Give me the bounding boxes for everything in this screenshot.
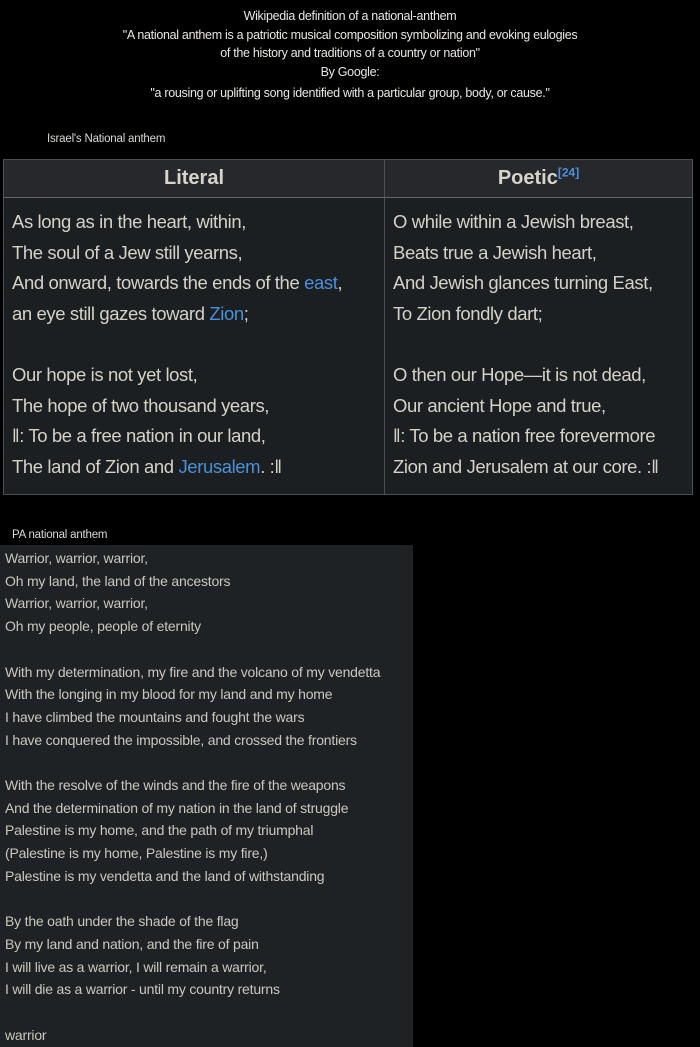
- stanza: [5, 910, 413, 1001]
- israel-anthem-label: Israel's National anthem: [47, 133, 166, 145]
- wikipedia-quote-line-1: "A national anthem is a patriotic musical composition symbolizing and evoking eulogies: [122, 27, 578, 42]
- lyric-line: I have climbed the mountains and fought the wars: [5, 708, 305, 725]
- lyric-line: And the determination of my nation in the land of struggle: [5, 799, 349, 816]
- lyric-text: And onward, towards the ends of the: [12, 272, 305, 293]
- lyric-line: Oh my people, people of eternity: [5, 618, 201, 635]
- reference-link-24[interactable]: [24]: [557, 165, 580, 180]
- lyric-line: [393, 207, 688, 238]
- lyric-line: By my land and nation, and the fire of pain: [5, 935, 259, 952]
- definition-title: Wikipedia definition of a national-anthem: [243, 9, 457, 23]
- table-header-row: [4, 160, 693, 198]
- lyric-line: warrior: [5, 1026, 47, 1043]
- lyric-line: [393, 421, 688, 452]
- lyric-line: [12, 299, 380, 330]
- wikipedia-quote-line-2: of the history and traditions of a country or nation": [220, 46, 480, 60]
- stanza: [12, 360, 380, 482]
- lyric-text: The hope of two thousand years,: [12, 394, 270, 416]
- lyric-text: ,: [337, 272, 343, 293]
- lyric-line: I will die as a warrior - until my country returns: [5, 981, 280, 998]
- stanza: [12, 207, 380, 329]
- stanza: [393, 360, 688, 482]
- stanza: [5, 661, 413, 752]
- google-quote: "a rousing or uplifting song identified with a particular group, body, or cause.": [150, 86, 550, 100]
- table-body-row: [4, 198, 693, 495]
- wiki-link[interactable]: east: [304, 272, 338, 293]
- lyric-text: Our ancient Hope and true,: [393, 394, 606, 416]
- column-header-literal: [4, 160, 385, 198]
- lyric-text: ‖: To be a nation free forevermore: [393, 425, 656, 446]
- lyric-text: an eye still gazes toward: [12, 302, 210, 324]
- lyric-line: Palestine is my vendetta and the land of withstanding: [5, 867, 325, 884]
- wikipedia-definition-block: [0, 7, 700, 103]
- lyric-line: [12, 238, 380, 269]
- lyric-line: [393, 238, 688, 269]
- lyric-line: [393, 360, 688, 391]
- column-header-poetic: [385, 160, 693, 198]
- lyric-text: The land of Zion and: [12, 455, 179, 477]
- lyric-line: [12, 391, 380, 422]
- lyric-text: Zion and Jerusalem at our core. :‖: [393, 455, 659, 477]
- anthem-comparison-table: [3, 159, 693, 495]
- lyric-line: [12, 421, 380, 452]
- lyric-line: [393, 268, 688, 299]
- lyric-text: As long as in the heart, within,: [12, 211, 247, 232]
- lyric-line: With my determination, my fire and the volcano of my vendetta: [5, 663, 381, 680]
- lyric-text: . :‖: [260, 455, 282, 477]
- pa-anthem-lyrics-panel: [0, 545, 413, 1047]
- wiki-link[interactable]: Jerusalem: [178, 455, 261, 477]
- lyric-line: [12, 268, 380, 299]
- lyric-text: Our hope is not yet lost,: [12, 364, 198, 385]
- lyric-line: By the oath under the shade of the flag: [5, 913, 239, 930]
- lyric-line: With the longing in my blood for my land and my home: [5, 686, 333, 703]
- lyric-text: Beats true a Jewish heart,: [393, 241, 597, 263]
- lyric-line: (Palestine is my home, Palestine is my fire,): [5, 845, 268, 862]
- lyric-text: O while within a Jewish breast,: [393, 211, 634, 232]
- literal-lyrics-cell: [4, 198, 385, 495]
- lyric-line: I have conquered the impossible, and crossed the frontiers: [5, 731, 357, 748]
- lyric-line: Oh my land, the land of the ancestors: [5, 572, 231, 589]
- poetic-lyrics-cell: [385, 198, 693, 495]
- lyric-text: ;: [243, 302, 249, 324]
- stanza: [5, 774, 413, 888]
- stanza: [5, 1024, 413, 1047]
- lyric-line: [12, 360, 380, 391]
- lyric-line: [393, 299, 688, 330]
- stanza: [393, 207, 688, 329]
- pa-anthem-label: PA national anthem: [12, 529, 108, 541]
- lyric-line: I will live as a warrior, I will remain a warrior,: [5, 958, 267, 975]
- lyric-line: [12, 452, 380, 483]
- lyric-text: ‖: To be a free nation in our land,: [12, 425, 266, 446]
- by-google-label: By Google:: [320, 64, 380, 79]
- poetic-header-text: Poetic: [497, 167, 558, 189]
- lyric-line: [393, 391, 688, 422]
- lyric-line: Palestine is my home, and the path of my triumphal: [5, 822, 314, 839]
- literal-header-text: Literal: [163, 167, 225, 189]
- lyric-line: [12, 207, 380, 238]
- lyric-text: The soul of a Jew still yearns,: [12, 241, 243, 263]
- lyric-text: To Zion fondly dart;: [393, 302, 543, 324]
- lyric-line: Warrior, warrior, warrior,: [5, 595, 148, 612]
- lyric-text: And Jewish glances turning East,: [393, 272, 653, 293]
- lyric-text: O then our Hope—it is not dead,: [393, 364, 646, 385]
- wiki-link[interactable]: Zion: [209, 302, 244, 324]
- lyric-line: Warrior, warrior, warrior,: [5, 550, 148, 566]
- lyric-line: With the resolve of the winds and the fire of the weapons: [5, 777, 346, 793]
- lyric-line: [393, 452, 688, 483]
- stanza: [5, 547, 413, 638]
